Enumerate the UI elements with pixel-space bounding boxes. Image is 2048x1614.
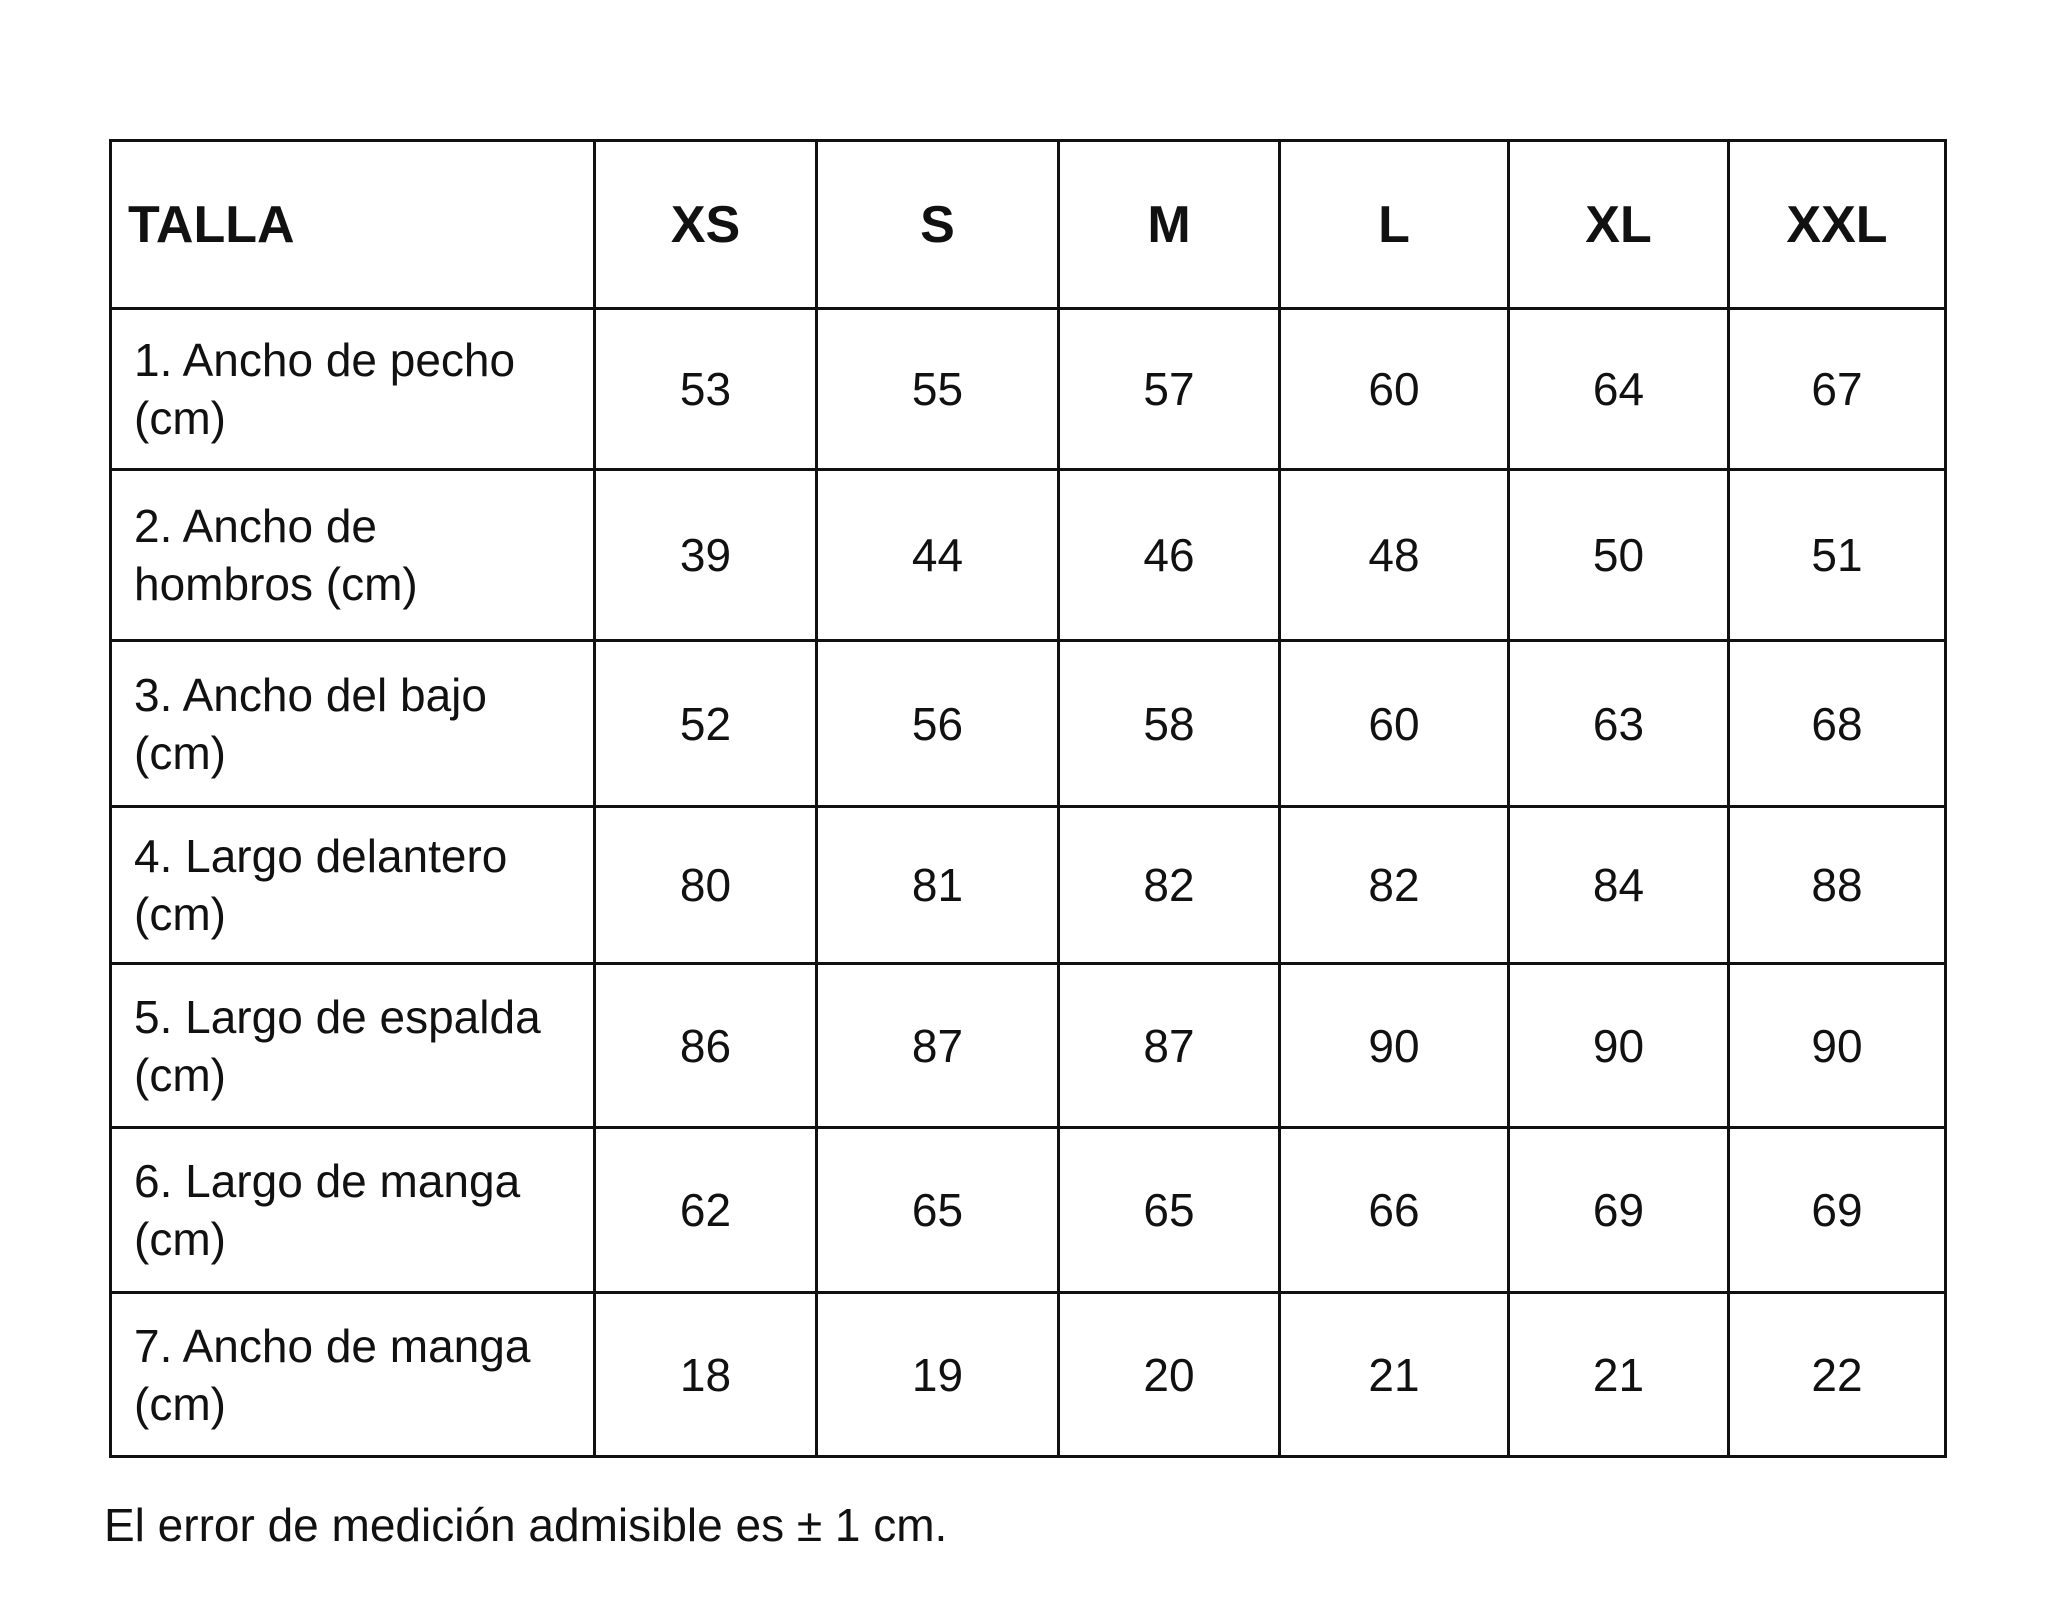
table-cell: 50 [1509, 470, 1729, 641]
table-cell: 64 [1509, 309, 1729, 470]
table-cell: 63 [1509, 641, 1729, 807]
table-cell: 66 [1280, 1128, 1509, 1293]
table-cell: 88 [1729, 807, 1946, 964]
table-cell: 58 [1059, 641, 1280, 807]
table-row [111, 807, 1946, 964]
row-label-line1: 5. Largo de espalda [134, 990, 541, 1043]
table-cell: 52 [595, 641, 817, 807]
table-cell: 84 [1509, 807, 1729, 964]
table-cell: 55 [817, 309, 1059, 470]
table-cell: 60 [1280, 641, 1509, 807]
measurement-error-note: El error de medición admisible es ± 1 cm. [104, 1499, 948, 1551]
header-m: M [1059, 141, 1280, 309]
table-cell: 57 [1059, 309, 1280, 470]
table-row [111, 1128, 1946, 1293]
table-row [111, 470, 1946, 641]
table-cell: 18 [595, 1293, 817, 1457]
table-cell: 82 [1280, 807, 1509, 964]
table-cell: 48 [1280, 470, 1509, 641]
table-cell: 22 [1729, 1293, 1946, 1457]
row-label [111, 641, 595, 807]
row-label-line1: 4. Largo delantero [134, 830, 508, 882]
table-cell: 46 [1059, 470, 1280, 641]
table-cell: 21 [1280, 1293, 1509, 1457]
header-xs: XS [595, 141, 817, 309]
table-cell: 21 [1509, 1293, 1729, 1457]
row-label-line1: 3. Ancho del bajo [134, 668, 487, 721]
table-cell: 19 [817, 1293, 1059, 1457]
table-cell: 67 [1729, 309, 1946, 470]
table-cell: 87 [1059, 964, 1280, 1128]
table-row [111, 964, 1946, 1128]
row-label [111, 1128, 595, 1293]
table-cell: 86 [595, 964, 817, 1128]
header-talla: TALLA [111, 141, 595, 309]
table-cell: 20 [1059, 1293, 1280, 1457]
row-label-line2: (cm) [134, 1213, 226, 1265]
table-cell: 69 [1729, 1128, 1946, 1293]
table-cell: 65 [817, 1128, 1059, 1293]
table-cell: 80 [595, 807, 817, 964]
row-label-line1: 6. Largo de manga [134, 1155, 521, 1207]
table-cell: 69 [1509, 1128, 1729, 1293]
row-label-line2: (cm) [134, 1048, 226, 1101]
table-cell: 53 [595, 309, 817, 470]
row-label-line2: (cm) [134, 726, 226, 779]
table-cell: 39 [595, 470, 817, 641]
table-cell: 81 [817, 807, 1059, 964]
table-cell: 90 [1280, 964, 1509, 1128]
table-row [111, 641, 1946, 807]
header-xxl: XXL [1729, 141, 1946, 309]
row-label-line1: 2. Ancho de [134, 500, 377, 552]
size-chart-table [109, 139, 1947, 1458]
table-cell: 62 [595, 1128, 817, 1293]
row-label-line1: 7. Ancho de manga [134, 1319, 531, 1372]
header-s: S [817, 141, 1059, 309]
table-cell: 60 [1280, 309, 1509, 470]
row-label [111, 964, 595, 1128]
table-cell: 44 [817, 470, 1059, 641]
table-row [111, 309, 1946, 470]
row-label-line2: (cm) [134, 1377, 226, 1430]
table-cell: 51 [1729, 470, 1946, 641]
row-label-line2: hombros (cm) [134, 558, 418, 610]
table-cell: 56 [817, 641, 1059, 807]
header-xl: XL [1509, 141, 1729, 309]
row-label [111, 470, 595, 641]
row-label [111, 807, 595, 964]
table-cell: 90 [1509, 964, 1729, 1128]
header-row [111, 141, 1946, 309]
row-label [111, 309, 595, 470]
table-cell: 68 [1729, 641, 1946, 807]
header-l: L [1280, 141, 1509, 309]
table-row [111, 1293, 1946, 1457]
table-cell: 82 [1059, 807, 1280, 964]
table-cell: 87 [817, 964, 1059, 1128]
table-cell: 65 [1059, 1128, 1280, 1293]
table-cell: 90 [1729, 964, 1946, 1128]
row-label-line2: (cm) [134, 392, 226, 444]
row-label [111, 1293, 595, 1457]
row-label-line2: (cm) [134, 888, 226, 940]
row-label-line1: 1. Ancho de pecho [134, 334, 516, 386]
